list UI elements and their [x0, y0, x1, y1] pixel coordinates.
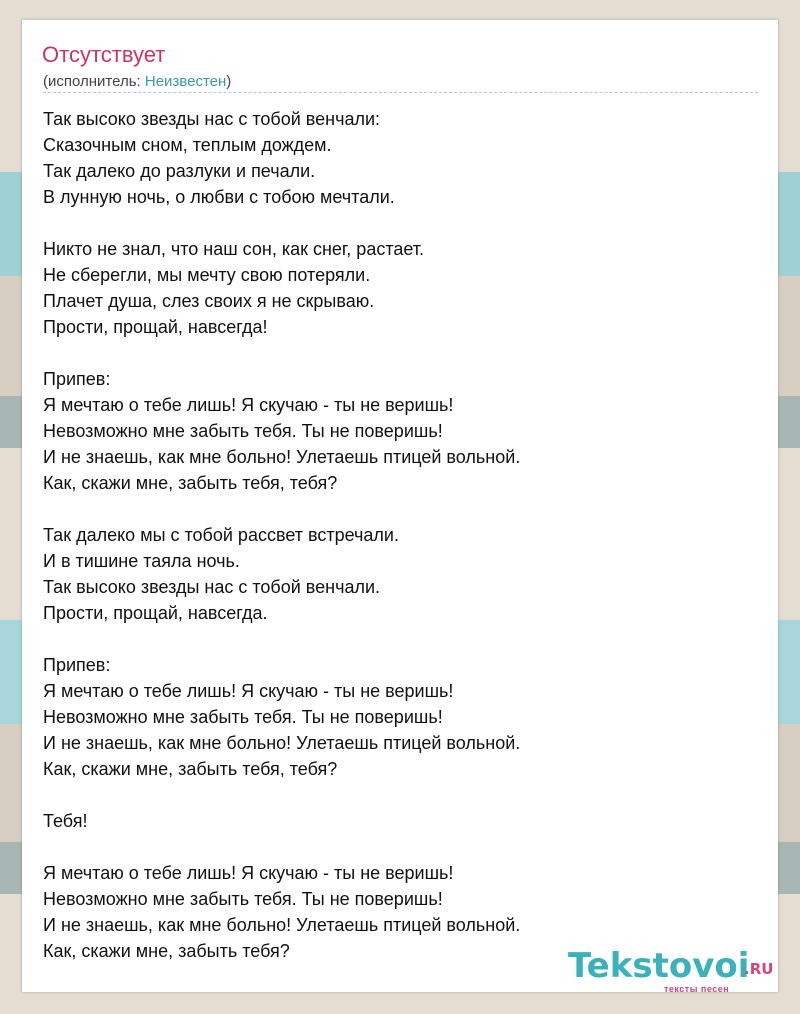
lyric-line: Так высоко звезды нас с тобой венчали:	[43, 109, 381, 129]
lyric-line: Невозможно мне забыть тебя. Ты не поверишь!	[43, 707, 443, 727]
stanza-break	[43, 340, 763, 366]
lyric-line: Прости, прощай, навсегда.	[43, 603, 268, 623]
stanza-break	[43, 626, 763, 652]
lyric-line: Так высоко звезды нас с тобой венчали.	[43, 577, 381, 597]
site-logo[interactable]	[568, 946, 778, 994]
lyrics-text	[43, 106, 763, 964]
title-divider	[43, 92, 758, 93]
lyric-line: Невозможно мне забыть тебя. Ты не поверишь!	[43, 421, 443, 441]
lyric-line: Тебя!	[43, 811, 88, 831]
artist-line	[43, 73, 231, 90]
song-title: Отсутствует	[42, 42, 166, 67]
lyric-line: Так далеко до разлуки и печали.	[43, 161, 316, 181]
stanza-break	[43, 782, 763, 808]
lyric-line: Так далеко мы с тобой рассвет встречали.	[43, 525, 399, 545]
lyric-line: Я мечтаю о тебе лишь! Я скучаю - ты не веришь!	[43, 681, 454, 701]
stanza-break	[43, 496, 763, 522]
lyric-line: И не знаешь, как мне больно! Улетаешь птицей вольной.	[43, 447, 521, 467]
lyric-line: Я мечтаю о тебе лишь! Я скучаю - ты не веришь!	[43, 395, 454, 415]
stanza-break	[43, 834, 763, 860]
lyrics-card	[22, 20, 778, 992]
artist-link[interactable]: Неизвестен	[144, 73, 227, 90]
lyric-line: Плачет душа, слез своих я не скрываю.	[43, 291, 375, 311]
lyric-line: Как, скажи мне, забыть тебя, тебя?	[43, 759, 338, 779]
lyric-line: И в тишине таяла ночь.	[43, 551, 240, 571]
lyric-line: И не знаешь, как мне больно! Улетаешь птицей вольной.	[43, 915, 521, 935]
lyric-line: Невозможно мне забыть тебя. Ты не поверишь!	[43, 889, 443, 909]
logo-wordmark: Tekstovoi	[568, 946, 750, 986]
lyric-line: Припев:	[43, 655, 111, 675]
stanza-break	[43, 210, 763, 236]
lyric-line: Как, скажи мне, забыть тебя?	[43, 941, 290, 961]
artist-suffix: )	[226, 73, 232, 90]
lyric-line: Прости, прощай, навсегда!	[43, 317, 268, 337]
lyric-line: Никто не знал, что наш сон, как снег, растает.	[43, 239, 425, 259]
lyric-line: И не знаешь, как мне больно! Улетаешь птицей вольной.	[43, 733, 521, 753]
lyric-line: В лунную ночь, о любви с тобою мечтали.	[43, 187, 395, 207]
artist-prefix: (исполнитель:	[43, 73, 145, 90]
lyric-line: Я мечтаю о тебе лишь! Я скучаю - ты не веришь!	[43, 863, 454, 883]
logo-tagline: тексты песен	[664, 984, 730, 994]
lyric-line: Как, скажи мне, забыть тебя, тебя?	[43, 473, 338, 493]
lyric-line: Припев:	[43, 369, 111, 389]
logo-tld: .RU	[744, 960, 774, 978]
lyric-line: Не сберегли, мы мечту свою потеряли.	[43, 265, 371, 285]
lyric-line: Сказочным сном, теплым дождем.	[43, 135, 332, 155]
